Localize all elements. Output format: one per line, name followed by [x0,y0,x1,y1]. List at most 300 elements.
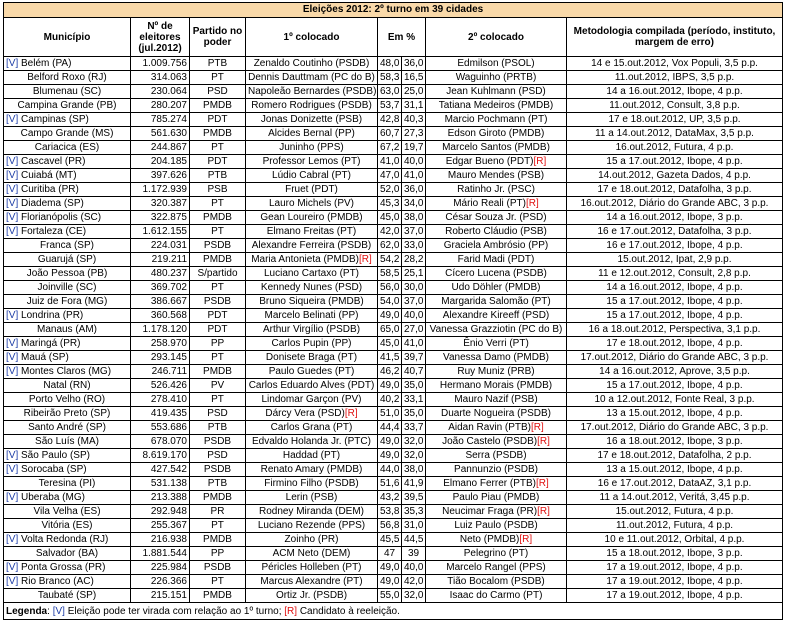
cell-pct-segundo: 41,9 [402,477,426,491]
reeleicao-mark: [R] [526,197,539,209]
cell-eleitores: 215.151 [131,589,190,603]
first-name: Lerin (PSB) [285,491,338,503]
cell-partido: PT [190,575,246,589]
cell-partido: PSDB [190,435,246,449]
cell-eleitores: 785.274 [131,113,190,127]
first-name: Luciano Rezende (PPS) [257,519,366,531]
cell-municipio [4,141,131,155]
cell-segundo [426,141,567,155]
cell-segundo [426,519,567,533]
cell-municipio [4,57,131,71]
cell-segundo [426,589,567,603]
table-row [4,281,783,295]
cell-pct-primeiro: 46,2 [378,365,402,379]
cell-partido: PMDB [190,533,246,547]
cell-partido: PV [190,379,246,393]
cell-pct-segundo: 31,0 [402,519,426,533]
cell-eleitores: 213.388 [131,491,190,505]
second-name: Vanessa Damo (PMDB) [443,351,549,363]
cell-partido: PP [190,547,246,561]
cell-partido: PMDB [190,365,246,379]
table-row [4,309,783,323]
cell-primeiro [246,575,378,589]
second-name: Pannunzio (PSDB) [454,463,538,475]
first-name: Carlos Pupin (PP) [271,337,352,349]
cell-pct-primeiro: 60,7 [378,127,402,141]
virada-mark: [V] [6,337,19,349]
cell-metodologia: 16 a 18.out.2012, Perspectiva, 3,1 p.p. [567,323,783,337]
cell-municipio [4,85,131,99]
cell-pct-segundo: 44,5 [402,533,426,547]
cell-partido: PT [190,281,246,295]
cell-partido: PSD [190,449,246,463]
first-name: Renato Amary (PMDB) [260,463,363,475]
virada-mark: [V] [6,463,19,475]
first-name: Donisete Braga (PT) [265,351,358,363]
table-row [4,57,783,71]
cell-pct-segundo: 42,0 [402,575,426,589]
table-row [4,365,783,379]
cell-municipio [4,519,131,533]
cell-primeiro [246,113,378,127]
first-name: Rodney Miranda (DEM) [258,505,365,517]
table-row [4,127,783,141]
cell-metodologia: 11 a 14.out.2012, Veritá, 3,45 p.p. [567,491,783,505]
cell-municipio [4,477,131,491]
cell-eleitores: 386.667 [131,295,190,309]
cell-partido: PT [190,519,246,533]
cell-metodologia: 17 e 18.out.2012, Datafolha, 3 p.p. [567,183,783,197]
table-row [4,435,783,449]
cell-segundo [426,505,567,519]
cell-segundo [426,337,567,351]
table-row [4,421,783,435]
cell-pct-segundo: 40,0 [402,155,426,169]
header-primeiro: 1º colocado [246,18,378,57]
second-name: Vanessa Grazziotin (PC do B) [429,323,563,335]
title-row [4,3,783,18]
virada-mark: [V] [6,169,19,181]
cell-municipio [4,197,131,211]
cell-pct-segundo: 40,7 [402,365,426,379]
cell-primeiro [246,57,378,71]
cell-primeiro [246,141,378,155]
second-name: Serra (PSDB) [465,449,527,461]
cell-segundo [426,435,567,449]
city-name: Cascavel (PR) [21,155,86,167]
cell-segundo [426,71,567,85]
city-name: Rio Branco (AC) [21,575,94,587]
first-name: Firmino Filho (PSDB) [264,477,359,489]
cell-pct-primeiro: 58,3 [378,71,402,85]
virada-mark: [V] [6,575,19,587]
cell-segundo [426,351,567,365]
second-name: Mário Reali (PT) [453,197,526,209]
cell-segundo [426,57,567,71]
cell-municipio [4,281,131,295]
cell-segundo [426,113,567,127]
virada-mark: [V] [6,449,19,461]
legend-r-mark: [R] [284,605,298,617]
cell-pct-segundo: 32,0 [402,589,426,603]
cell-partido: PMDB [190,491,246,505]
virada-mark: [V] [6,211,19,223]
cell-metodologia: 17 e 18.out.2012, Ibope, 4 p.p. [567,337,783,351]
cell-pct-segundo: 32,0 [402,435,426,449]
cell-metodologia: 14 a 16.out.2012, Ibope, 4 p.p. [567,85,783,99]
cell-primeiro [246,365,378,379]
city-name: Cuiabá (MT) [21,169,77,181]
cell-pct-primeiro: 54,2 [378,253,402,267]
cell-eleitores: 225.984 [131,561,190,575]
cell-pct-primeiro: 44,4 [378,421,402,435]
cell-segundo [426,281,567,295]
table-row [4,337,783,351]
cell-eleitores: 292.948 [131,505,190,519]
cell-metodologia: 14 a 16.out.2012, Aprove, 3,5 p.p. [567,365,783,379]
cell-eleitores: 255.367 [131,519,190,533]
city-name: Joinville (SC) [37,281,97,293]
second-name: Duarte Nogueira (PSDB) [440,407,552,419]
cell-partido: PMDB [190,253,246,267]
cell-metodologia: 15.out.2012, Futura, 4 p.p. [567,505,783,519]
cell-segundo [426,393,567,407]
cell-metodologia: 17 e 18.out.2012, UP, 3,5 p.p. [567,113,783,127]
cell-metodologia: 16 e 17.out.2012, Ibope, 4 p.p. [567,239,783,253]
cell-primeiro [246,547,378,561]
cell-municipio [4,547,131,561]
cell-primeiro [246,533,378,547]
cell-municipio [4,113,131,127]
second-name: Neto (PMDB) [459,533,520,545]
cell-eleitores: 230.064 [131,85,190,99]
virada-mark: [V] [6,113,19,125]
cell-metodologia: 14 a 16.out.2012, Ibope, 3 p.p. [567,211,783,225]
virada-mark: [V] [6,309,19,321]
cell-primeiro [246,295,378,309]
cell-municipio [4,393,131,407]
cell-eleitores: 244.867 [131,141,190,155]
legend-r-text: Candidato à reeleição. [297,605,400,617]
table-row [4,351,783,365]
cell-metodologia: 16.out.2012, Futura, 4 p.p. [567,141,783,155]
first-name: Maria Antonieta (PMDB) [251,253,360,265]
cell-pct-segundo: 30,0 [402,281,426,295]
second-name: Udo Döhler (PMDB) [451,281,541,293]
table-row [4,253,783,267]
first-name: Kennedy Nunes (PSD) [260,281,363,293]
cell-metodologia: 15 a 18.out.2012, Ibope, 3 p.p. [567,547,783,561]
cell-pct-segundo: 25,1 [402,267,426,281]
second-name: João Castelo (PSDB) [442,435,538,447]
table-row [4,379,783,393]
cell-partido: PDT [190,155,246,169]
cell-primeiro [246,379,378,393]
second-name: Marcelo Rangel (PPS) [446,561,546,573]
reeleicao-mark: [R] [536,477,549,489]
cell-eleitores: 427.542 [131,463,190,477]
cell-primeiro [246,253,378,267]
cell-municipio [4,155,131,169]
table-row [4,225,783,239]
city-name: Manaus (AM) [36,323,97,335]
cell-municipio [4,533,131,547]
cell-segundo [426,547,567,561]
cell-pct-segundo: 38,0 [402,211,426,225]
cell-segundo [426,253,567,267]
cell-pct-primeiro: 40,2 [378,393,402,407]
table-row [4,589,783,603]
cell-municipio [4,463,131,477]
legend-v-text: Eleição pode ter virada com relação ao 1º turno; [64,605,285,617]
second-name: Farid Madi (PDT) [457,253,535,265]
virada-mark: [V] [6,561,19,573]
cell-partido: PSDB [190,561,246,575]
first-name: Juninho (PPS) [279,141,344,153]
cell-pct-primeiro: 65,0 [378,323,402,337]
cell-pct-primeiro: 45,3 [378,197,402,211]
first-name: Marcelo Belinati (PP) [264,309,359,321]
second-name: Cícero Lucena (PSDB) [445,267,547,279]
cell-pct-segundo: 35,0 [402,379,426,393]
cell-pct-segundo: 33,7 [402,421,426,435]
cell-primeiro [246,407,378,421]
cell-municipio [4,323,131,337]
second-name: Mauro Nazif (PSB) [454,393,538,405]
cell-eleitores: 258.970 [131,337,190,351]
cell-municipio [4,505,131,519]
reeleicao-mark: [R] [344,407,358,419]
table-row [4,267,783,281]
legend-v-mark: [V] [52,605,65,617]
second-name: Paulo Piau (PMDB) [452,491,540,503]
cell-metodologia: 17 a 19.out.2012, Ibope, 4 p.p. [567,589,783,603]
second-name: Edson Giroto (PMDB) [447,127,545,139]
first-name: Zoinho (PR) [284,533,339,545]
cell-primeiro [246,463,378,477]
second-name: Tião Bocalom (PSDB) [447,575,545,587]
city-name: Cariacica (ES) [34,141,100,153]
cell-eleitores: 293.145 [131,351,190,365]
cell-pct-primeiro: 42,0 [378,225,402,239]
cell-pct-segundo: 41,0 [402,169,426,183]
first-name: Napoleão Bernardes (PSDB) [248,85,377,97]
city-name: Maringá (PR) [21,337,81,349]
cell-pct-primeiro: 49,0 [378,449,402,463]
table-row [4,463,783,477]
cell-pct-primeiro: 62,0 [378,239,402,253]
reeleicao-mark: [R] [533,155,547,167]
cell-partido: PTB [190,169,246,183]
cell-partido: PDT [190,323,246,337]
second-name: Pelegrino (PT) [463,547,529,559]
cell-pct-primeiro: 63,0 [378,85,402,99]
table-title: Eleições 2012: 2º turno em 39 cidades [4,3,783,18]
second-name: Luiz Paulo (PSDB) [454,519,538,531]
cell-metodologia: 11.out.2012, IBPS, 3,5 p.p. [567,71,783,85]
cell-eleitores: 360.568 [131,309,190,323]
cell-primeiro [246,281,378,295]
table-row [4,449,783,463]
cell-municipio [4,435,131,449]
cell-primeiro [246,505,378,519]
header-eleitores: Nº de eleitores (jul.2012) [131,18,190,57]
first-name: Paulo Guedes (PT) [268,365,355,377]
first-name: Carlos Eduardo Alves (PDT) [248,379,375,391]
cell-partido: PSD [190,407,246,421]
cell-municipio [4,239,131,253]
cell-eleitores: 322.875 [131,211,190,225]
cell-pct-primeiro: 47,0 [378,169,402,183]
cell-pct-segundo: 33,1 [402,393,426,407]
cell-pct-primeiro: 67,2 [378,141,402,155]
cell-pct-segundo: 39,5 [402,491,426,505]
cell-partido: PR [190,505,246,519]
cell-primeiro [246,519,378,533]
cell-segundo [426,197,567,211]
cell-partido: PSDB [190,239,246,253]
cell-segundo [426,379,567,393]
cell-pct-segundo: 38,0 [402,463,426,477]
second-name: Waguinho (PRTB) [455,71,537,83]
cell-primeiro [246,183,378,197]
cell-primeiro [246,561,378,575]
first-name: Dennis Dauttmam (PC do B) [248,71,375,83]
second-name: Tatiana Medeiros (PMDB) [438,99,554,111]
table-row [4,393,783,407]
first-name: Alcides Bernal (PP) [268,127,355,139]
cell-municipio [4,561,131,575]
cell-municipio [4,407,131,421]
cell-eleitores: 246.711 [131,365,190,379]
city-name: Vitória (ES) [41,519,93,531]
cell-metodologia: 15 a 17.out.2012, Ibope, 4 p.p. [567,309,783,323]
first-name: Marcus Alexandre (PT) [260,575,363,587]
table-row [4,71,783,85]
cell-eleitores: 280.207 [131,99,190,113]
table-row [4,505,783,519]
virada-mark: [V] [6,365,19,377]
cell-primeiro [246,267,378,281]
first-name: Jonas Donizette (PSB) [260,113,363,125]
cell-primeiro [246,127,378,141]
cell-pct-primeiro: 51,6 [378,477,402,491]
table-row [4,239,783,253]
cell-partido: PTB [190,421,246,435]
table-row [4,407,783,421]
first-name: Luciano Cartaxo (PT) [263,267,360,279]
cell-partido: PSDB [190,295,246,309]
cell-segundo [426,463,567,477]
cell-pct-primeiro: 45,0 [378,211,402,225]
cell-primeiro [246,71,378,85]
cell-eleitores: 204.185 [131,155,190,169]
cell-pct-segundo: 40,3 [402,113,426,127]
first-name: Elmano Freitas (PT) [266,225,357,237]
cell-municipio [4,379,131,393]
cell-pct-segundo: 41,0 [402,337,426,351]
second-name: Margarida Salomão (PT) [441,295,551,307]
city-name: Juiz de Fora (MG) [26,295,108,307]
virada-mark: [V] [6,491,19,503]
cell-metodologia: 10 a 12.out.2012, Fonte Real, 3 p.p. [567,393,783,407]
second-name: Hermano Morais (PMDB) [439,379,553,391]
first-name: Professor Lemos (PT) [262,155,361,167]
cell-metodologia: 13 a 15.out.2012, Ibope, 4 p.p. [567,463,783,477]
virada-mark: [V] [6,351,19,363]
first-name: Lúdio Cabral (PT) [272,169,351,181]
cell-primeiro [246,169,378,183]
cell-pct-primeiro: 45,5 [378,533,402,547]
second-name: Edmilson (PSOL) [457,57,535,69]
first-name: Lauro Michels (PV) [268,197,355,209]
city-name: Sorocaba (SP) [21,463,87,475]
cell-primeiro [246,393,378,407]
city-name: Teresina (PI) [38,477,96,489]
cell-metodologia: 17.out.2012, Diário do Grande ABC, 3 p.p. [567,421,783,435]
cell-segundo [426,575,567,589]
cell-metodologia: 11.out.2012, Consult, 3,8 p.p. [567,99,783,113]
cell-segundo [426,421,567,435]
cell-eleitores: 226.366 [131,575,190,589]
cell-pct-segundo: 36,0 [402,57,426,71]
second-name: Jean Kuhlmann (PSD) [446,85,546,97]
city-name: Vila Velha (ES) [33,505,101,517]
cell-pct-primeiro: 52,0 [378,183,402,197]
cell-municipio [4,127,131,141]
cell-municipio [4,99,131,113]
cell-segundo [426,561,567,575]
second-name: Alexandre Kireeff (PSD) [442,309,550,321]
cell-eleitores: 1.178.120 [131,323,190,337]
cell-partido: PSB [190,183,246,197]
first-name: Péricles Holleben (PT) [261,561,362,573]
cell-metodologia: 17 e 18.out.2012, Datafolha, 2 p.p. [567,449,783,463]
first-name: Edvaldo Holanda Jr. (PTC) [252,435,371,447]
cell-partido: PT [190,225,246,239]
cell-municipio [4,449,131,463]
header-segundo: 2º colocado [426,18,567,57]
cell-segundo [426,323,567,337]
cell-eleitores: 8.619.170 [131,449,190,463]
cell-primeiro [246,99,378,113]
cell-partido: PT [190,71,246,85]
cell-eleitores: 216.938 [131,533,190,547]
cell-municipio [4,267,131,281]
cell-segundo [426,99,567,113]
cell-pct-segundo: 40,0 [402,561,426,575]
cell-segundo [426,155,567,169]
city-name: Florianópolis (SC) [21,211,102,223]
table-row [4,99,783,113]
second-name: Ruy Muniz (PRB) [457,365,535,377]
cell-partido: PMDB [190,211,246,225]
table-row [4,169,783,183]
city-name: Guarujá (SP) [37,253,97,265]
cell-pct-segundo: 39,7 [402,351,426,365]
cell-pct-segundo: 36,0 [402,183,426,197]
cell-municipio [4,169,131,183]
cell-metodologia: 14 a 16.out.2012, Ibope, 4 p.p. [567,281,783,295]
legend: Legenda: [V] Eleição pode ter virada com relação ao 1º turno; [R] Candidato à reeleição. [4,603,783,620]
cell-pct-primeiro: 49,0 [378,309,402,323]
cell-partido: PSDB [190,463,246,477]
cell-eleitores: 397.626 [131,169,190,183]
cell-municipio [4,491,131,505]
cell-pct-segundo: 32,0 [402,449,426,463]
cell-pct-primeiro: 49,0 [378,561,402,575]
election-table [3,2,783,620]
